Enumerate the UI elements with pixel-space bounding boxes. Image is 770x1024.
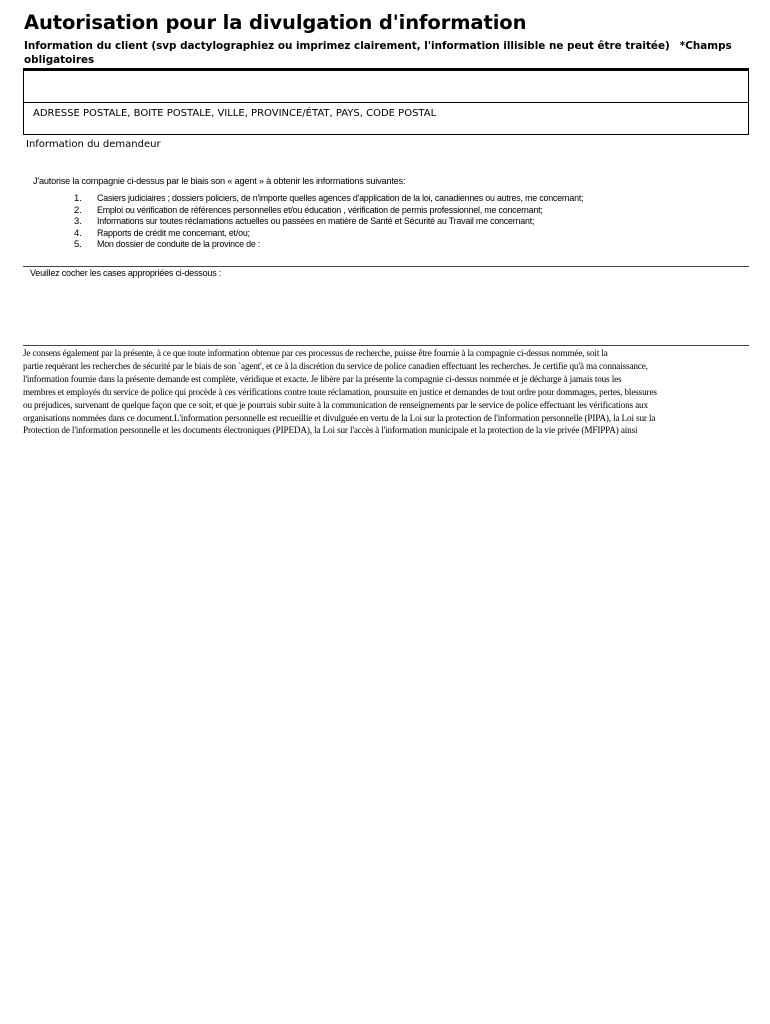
consent-line: l'information fournie dans la présente demande est complète, véridique et exacte. Je libère par la présente la compagnie ci-dessus nommée et je décharge à jamais tous les <box>23 373 622 384</box>
consent-paragraph <box>23 347 749 437</box>
list-item-text: Emploi ou vérification de références personnelles et/ou éducation , vérification de permis professionnel, me concernant; <box>97 204 543 215</box>
authorization-statement: J'autorise la compagnie ci-dessus par le biais son « agent » à obtenir les informations suivantes: <box>33 176 406 186</box>
checkbox-instructions: Veuillez cocher les cases appropriées ci-dessous : <box>30 268 222 278</box>
list-item-number: 1. <box>74 193 82 204</box>
consent-line: Je consens également par la présente, à ce que toute information obtenue par ces processus de recherche, puisse être fournie à la compagnie ci-dessus nommée, soit la <box>23 348 608 358</box>
client-info-heading <box>24 39 754 67</box>
consent-line: membres et employés du service de police qui procède à ces vérifications contre toute réclamation, poursuite en justice et demandes de tout ordre pour dommages, pertes, blessures <box>23 386 657 397</box>
list-item-text: Casiers judiciaires ; dossiers policiers, de n'importe quelles agences d'application de la loi, canadiennes ou autres, me concernant; <box>97 193 584 203</box>
list-item-number: 2. <box>74 204 82 216</box>
consent-line: ou préjudices, survenant de quelque façon que ce soit, et que je pourrais subir suite à la communication de renseignements par le service de police effectuant les vérifications aux <box>23 399 648 410</box>
list-item-text: Informations sur toutes réclamations actuelles ou passées en matière de Santé et Sécurité au Travail me concernant; <box>97 216 535 227</box>
address-field-divider <box>23 102 749 103</box>
list-item-number: 3. <box>74 216 82 228</box>
address-field-box[interactable] <box>23 71 749 135</box>
consent-line: partie requérant les recherches de sécurité par le biais de son `agent', et ce à la discrétion du service de police canadien effectuant les recherches. Je certifie qu'à ma connaissance, <box>23 360 648 371</box>
form-title: Autorisation pour la divulgation d'information <box>24 11 527 34</box>
required-fields-note: *Champs obligatoires <box>24 40 732 66</box>
consent-section-divider <box>23 345 749 346</box>
consent-line: Protection de l'information personnelle et les documents électroniques (PIPEDA), la Loi sur l'accès à l'information municipale et la protection de la vie privée (MFIPPA) ainsi <box>23 425 638 436</box>
consent-line: organisations nommées dans ce document.L'information personnelle est recueillie et divulguée en vertu de la Loi sur la protection de l'information personnelle (PIPA), la Loi sur la <box>23 412 656 423</box>
list-item-number: 4. <box>74 227 82 239</box>
address-field-label: ADRESSE POSTALE, BOITE POSTALE, VILLE, PROVINCE/ÉTAT, PAYS, CODE POSTAL <box>33 108 437 119</box>
client-info-instructions: Information du client (svp dactylographiez ou imprimez clairement, l'information illisible ne peut être traitée) <box>24 40 670 52</box>
requester-info-label: Information du demandeur <box>26 139 161 150</box>
list-item-number: 5. <box>74 239 82 251</box>
list-item-text: Mon dossier de conduite de la province de : <box>97 239 261 250</box>
list-item-text: Rapports de crédit me concernant, et/ou; <box>97 227 250 238</box>
checkbox-section-divider <box>23 266 749 267</box>
